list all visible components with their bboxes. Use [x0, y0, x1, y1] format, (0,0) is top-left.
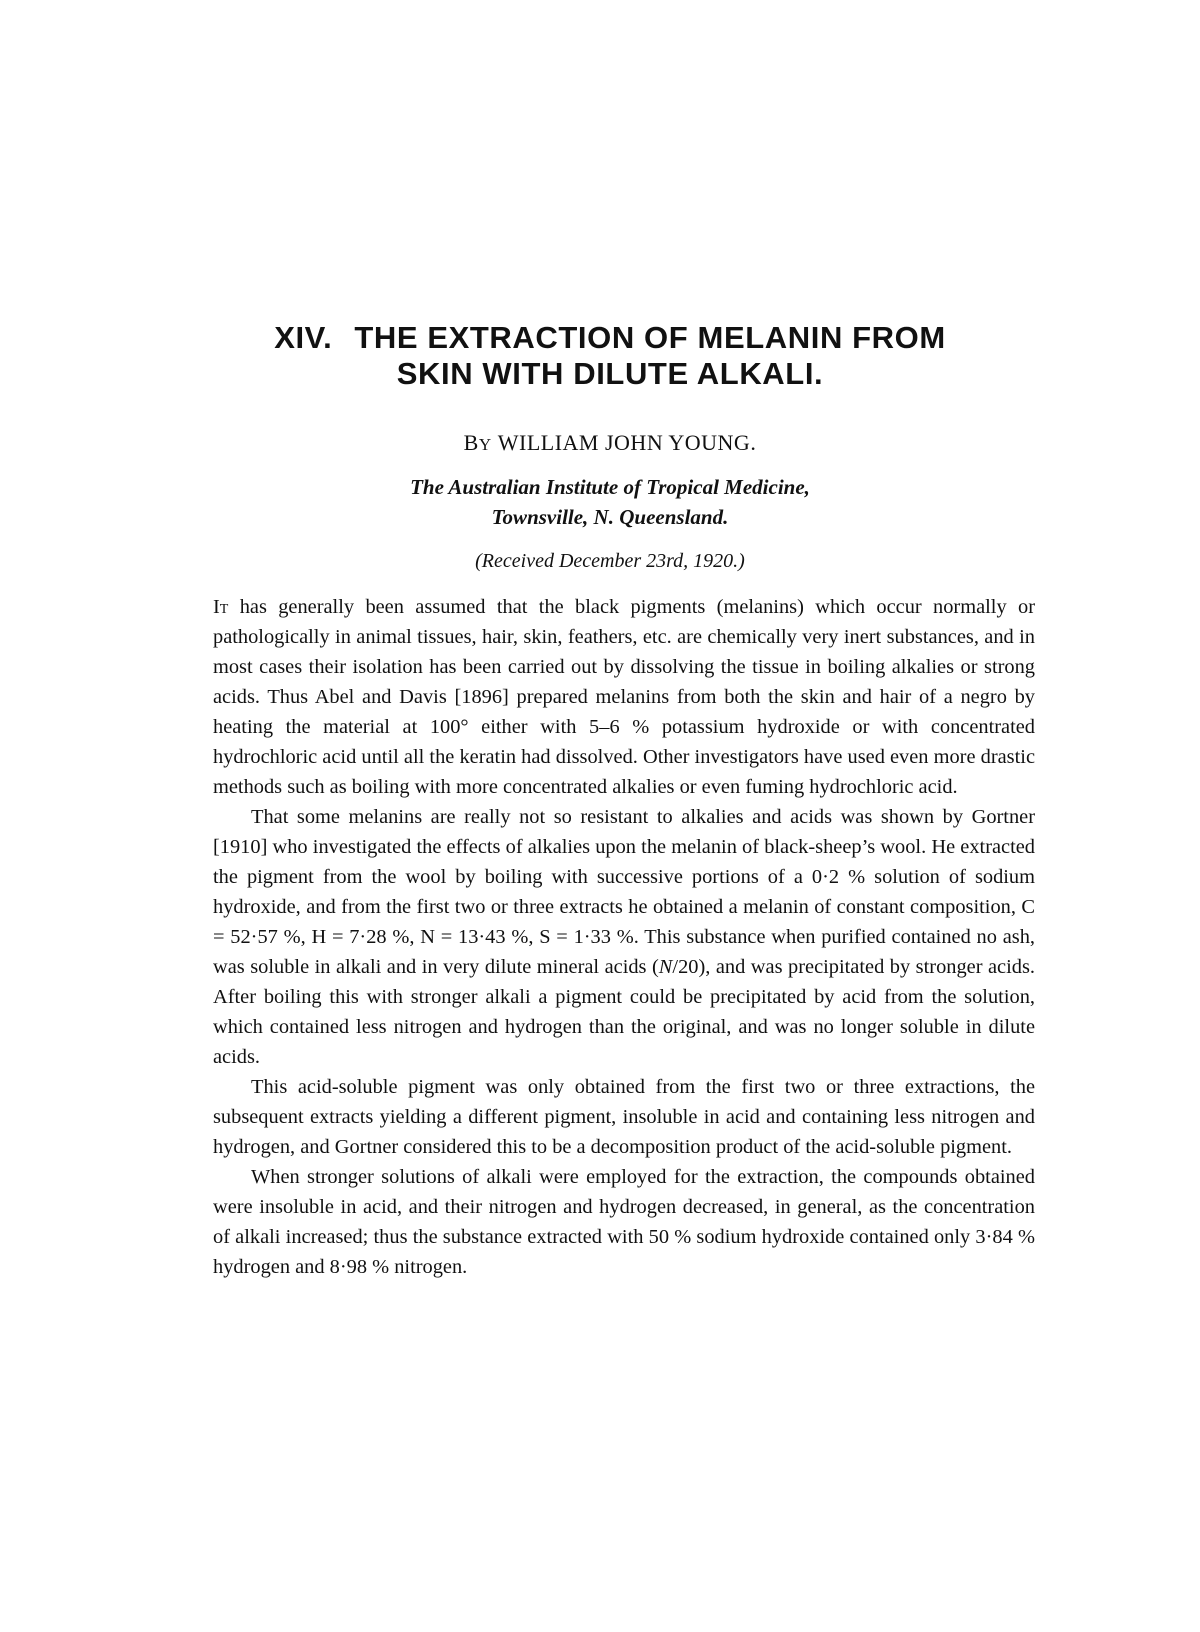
article-title — [200, 320, 1020, 392]
paragraph-3: This acid-soluble pigment was only obtained from the first two or three extractions, the subsequent extracts yielding a different pigment, insoluble in acid and containing less nitrogen and hydrogen, and Gortner considered this to be a decomposition product of the acid-soluble pigment. — [213, 1076, 1035, 1158]
paragraph-2-text-b: /20), and was precipitated by stronger acids. After boiling this with stronger alkali a pigment could be precipitated by acid from the solution, which contained less nitrogen and hydrogen than the original, and was no longer soluble in dilute acids. — [213, 956, 1035, 1068]
affiliation-line-2: Townsville, N. Queensland. — [491, 505, 729, 529]
title-line-1: THE EXTRACTION OF MELANIN FROM — [354, 320, 946, 355]
article-body — [213, 592, 1035, 1282]
affiliation — [200, 472, 1020, 532]
author-name: WILLIAM JOHN YOUNG. — [497, 430, 757, 455]
author-by-first: B — [463, 430, 479, 455]
paragraph-2 — [213, 802, 1035, 1072]
paragraph-1-text: has generally been assumed that the black pigments (melanins) which occur normally or pathologically in animal tissues, hair, skin, feathers, etc. are chemically very inert substances, and in most cases their isolation has been carried out by dissolving the tissue in boiling alkalies or strong acids. Thus Abel and Davis [1896] prepared melanins from both the skin and hair of a negro by heating the material at 100° either with 5–6 % potassium hydroxide or with concentrated hydrochloric acid until all the keratin had dissolved. Other investigators have used even more drastic methods such as boiling with more concentrated alkalies or even fuming hydrochloric acid. — [213, 596, 1035, 798]
author-by-rest: Y — [478, 435, 493, 454]
paragraph-1 — [213, 592, 1035, 802]
paragraph-4: When stronger solutions of alkali were employed for the extraction, the compounds obtained were insoluble in acid, and their nitrogen and hydrogen decreased, in general, as the concentration of alkali increased; thus the substance extracted with 50 % sodium hydroxide contained only 3·84 % hydrogen and 8·98 % nitrogen. — [213, 1166, 1035, 1278]
title-line-2: SKIN WITH DILUTE ALKALI. — [396, 356, 824, 391]
article-number: XIV. — [274, 320, 333, 355]
affiliation-line-1: The Australian Institute of Tropical Medicine, — [410, 475, 810, 499]
paragraph-1-lead: It — [213, 596, 229, 618]
paragraph-2-italic: N — [658, 956, 673, 978]
author-line — [200, 430, 1020, 456]
paragraph-2-text-a: That some melanins are really not so resistant to alkalies and acids was shown by Gortner [1910] who investigated the effects of alkalies upon the melanin of black-sheep’s wool. He extracted the pigment from the wool by boiling with successive portions of a 0·2 % solution of sodium hydroxide, and from the first two or three extracts he obtained a melanin of constant composition, C = 52·57 %, H = 7·28 %, N = 13·43 %, S = 1·33 %. This substance when purified contained no ash, was soluble in alkali and in very dilute mineral acids ( — [213, 806, 1035, 978]
received-date: (Received December 23rd, 1920.) — [475, 550, 745, 572]
